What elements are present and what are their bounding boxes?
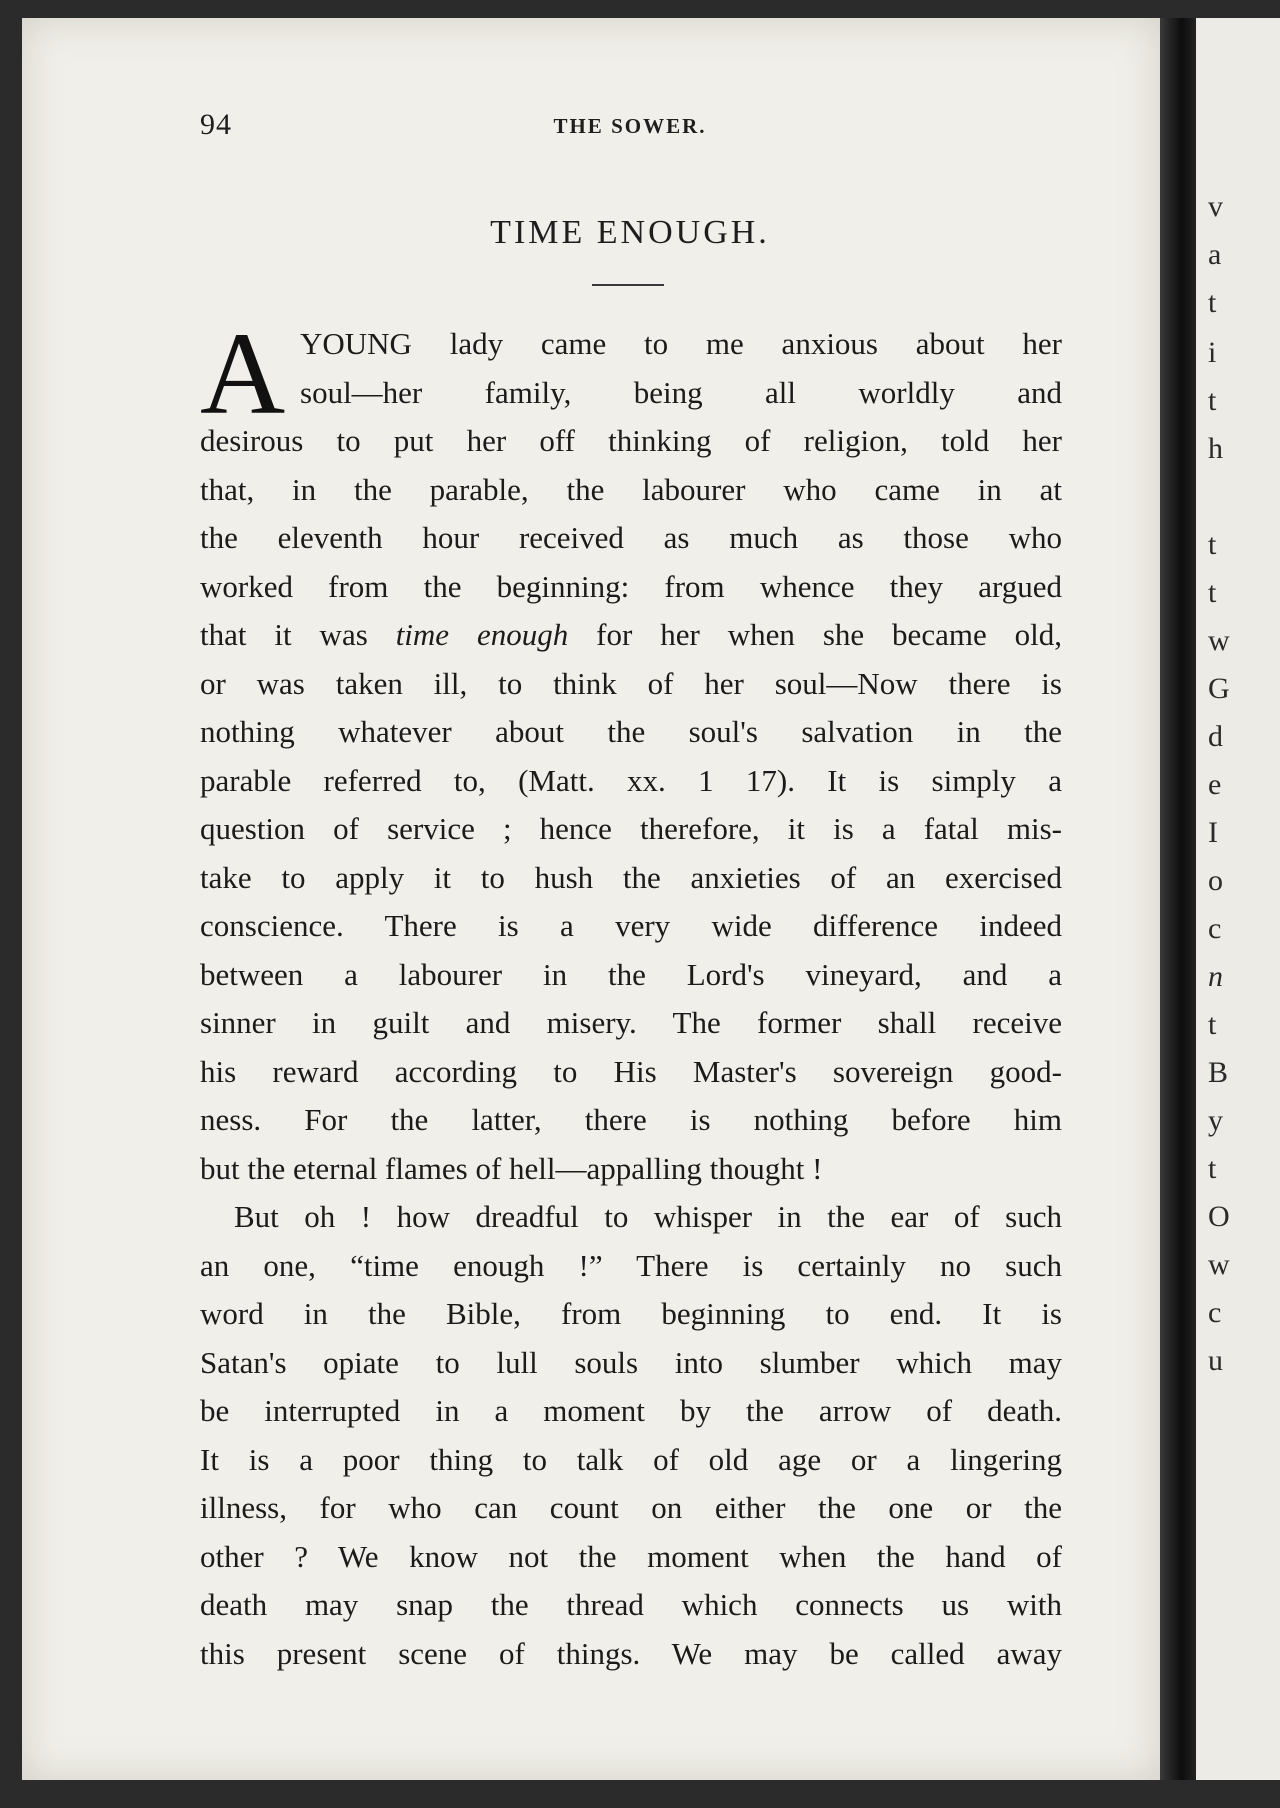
facing-fragment: c [1208, 912, 1222, 945]
facing-fragment: e [1208, 768, 1222, 801]
text-line: take to apply it to hush the anxieties of an exercised [200, 859, 1062, 895]
text-line: an one, “time enough !” There is certainly no such [200, 1247, 1062, 1283]
text-line: or was taken ill, to think of her soul—Now there is [200, 665, 1062, 701]
text-line [200, 611, 1062, 660]
running-head: THE SOWER. [553, 114, 707, 138]
facing-fragment: v [1208, 190, 1223, 223]
title-rule [592, 284, 664, 286]
facing-fragment: t [1208, 1152, 1217, 1185]
facing-page-edge [1196, 18, 1280, 1780]
facing-fragment: t [1208, 1008, 1217, 1041]
facing-fragment: a [1208, 238, 1222, 271]
text-run: that it was [200, 617, 396, 652]
text-line: conscience. There is a very wide difference indeed [200, 908, 1062, 943]
facing-fragment: h [1208, 432, 1223, 465]
text-line: sinner in guilt and misery. The former shall receive [200, 1005, 1062, 1040]
text-line: his reward according to His Master's sovereign good- [200, 1053, 1062, 1089]
facing-fragment: t [1208, 286, 1217, 319]
facing-fragment: u [1208, 1344, 1223, 1377]
facing-fragment: t [1208, 528, 1217, 561]
facing-fragment: o [1208, 864, 1223, 897]
facing-fragment: w [1208, 1248, 1230, 1281]
text-line: between a labourer in the Lord's vineyard, and a [200, 956, 1062, 992]
text-line: Satan's opiate to lull souls into slumber which may [200, 1344, 1062, 1380]
page-number: 94 [200, 108, 232, 141]
text-line: question of service ; hence therefore, it is a fatal mis- [200, 811, 1062, 846]
text-line: It is a poor thing to talk of old age or a lingering [200, 1441, 1062, 1477]
facing-fragment: c [1208, 1296, 1222, 1329]
facing-fragment: i [1208, 336, 1217, 369]
text-line: desirous to put her off thinking of religion, told her [200, 423, 1062, 458]
facing-fragment: w [1208, 624, 1230, 657]
facing-fragment: t [1208, 576, 1217, 609]
facing-fragment: n [1208, 960, 1223, 993]
facing-fragment: d [1208, 720, 1223, 753]
text-line: soul—her family, being all worldly and [300, 374, 1062, 410]
emphasis-text: time enough [395, 617, 569, 652]
facing-fragment: G [1208, 672, 1230, 705]
text-line: but the eternal flames of hell—appalling thought ! [200, 1150, 823, 1186]
text-line: the eleventh hour received as much as those who [200, 520, 1062, 555]
article-title: TIME ENOUGH. [490, 214, 770, 251]
facing-fragment: B [1208, 1056, 1229, 1089]
drop-cap: A [200, 308, 286, 439]
article-body [200, 308, 1062, 1678]
book-gutter [1160, 18, 1196, 1780]
facing-fragment: t [1208, 384, 1217, 417]
text-line: nothing whatever about the soul's salvation in the [200, 714, 1062, 749]
text-line: illness, for who can count on either the one or the [200, 1490, 1062, 1525]
text-line: But oh ! how dreadful to whisper in the ear of such [234, 1199, 1062, 1234]
text-line: YOUNG lady came to me anxious about her [300, 326, 1062, 361]
text-line: worked from the beginning: from whence they argued [200, 568, 1062, 604]
text-line: word in the Bible, from beginning to end. It is [200, 1296, 1062, 1331]
text-line: parable referred to, (Matt. xx. 1 17). It is simply a [200, 762, 1062, 798]
text-line: be interrupted in a moment by the arrow of death. [200, 1393, 1062, 1428]
text-line: ness. For the latter, there is nothing before him [200, 1102, 1062, 1137]
text-line: this present scene of things. We may be called away [200, 1635, 1062, 1671]
facing-fragment: y [1208, 1104, 1223, 1137]
text-line: other ? We know not the moment when the hand of [200, 1538, 1062, 1574]
facing-fragment: I [1208, 816, 1218, 849]
facing-fragment: O [1208, 1200, 1230, 1233]
text-line: death may snap the thread which connects us with [200, 1587, 1062, 1622]
text-line: that, in the parable, the labourer who came in at [200, 471, 1062, 507]
text-run: for her when she became old, [568, 617, 1062, 652]
page-header [200, 108, 1060, 148]
